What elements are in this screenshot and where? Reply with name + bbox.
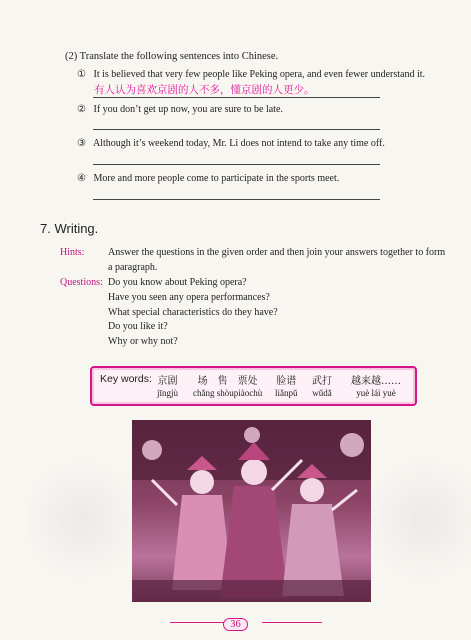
key-words-box (90, 366, 417, 406)
item-text: It is believed that very few people like Peking opera, and even fewer understand it. (93, 69, 426, 80)
translate-item-4 (77, 173, 339, 184)
item-text: Although it’s weekend today, Mr. Li does not intend to take any time off. (92, 138, 385, 149)
background-opera-mask (25, 455, 140, 585)
answer-line-1[interactable] (93, 97, 380, 98)
key-word-shoupiaochu (193, 372, 262, 398)
translate-heading: (2) Translate the following sentences into Chinese. (65, 51, 279, 62)
opera-performance-photo (132, 420, 371, 602)
hints-line-2: a paragraph. (108, 262, 158, 273)
key-word-pinyin: yuè lái yuè (356, 388, 396, 398)
key-word-hanzi: 脸谱 (276, 376, 297, 387)
hints-label: Hints: (60, 247, 85, 258)
writing-title: 7. Writing. (40, 221, 99, 236)
item-text: If you don’t get up now, you are sure to be late. (93, 104, 283, 115)
background-opera-mask (370, 450, 471, 590)
question-3: What special characteristics do they have? (108, 307, 278, 318)
key-word-pinyin: jīngjù (157, 388, 179, 398)
translate-item-3 (77, 138, 385, 149)
item-text: More and more people come to participate in the sports meet. (93, 173, 340, 184)
key-word-jingju (157, 372, 178, 398)
translate-item-2 (77, 104, 283, 115)
opera-performers-illustration (132, 420, 371, 602)
key-word-hanzi: 场 售 票处 (197, 376, 258, 387)
key-word-hanzi: 越来越…… (351, 376, 401, 387)
key-word-pinyin: wǔdǎ (312, 388, 332, 398)
question-1: Do you know about Peking opera? (108, 277, 247, 288)
question-5: Why or why not? (108, 336, 178, 347)
key-word-hanzi: 武打 (312, 376, 332, 387)
answer-line-2[interactable] (93, 129, 380, 130)
question-4: Do you like it? (108, 321, 168, 332)
key-words-label: Key words: (100, 373, 152, 385)
item-number: ④ (77, 173, 86, 184)
key-word-lianpu (275, 372, 298, 398)
key-word-hanzi: 京剧 (157, 376, 178, 387)
key-word-wuda (312, 372, 332, 398)
translate-item-1 (77, 69, 425, 80)
item-number: ① (77, 69, 86, 80)
key-word-pinyin: liǎnpǔ (275, 388, 298, 398)
hints-line-1: Answer the questions in the given order and then join your answers together to form (108, 247, 446, 258)
page-number-label: 36 (223, 618, 248, 631)
answer-line-4[interactable] (93, 199, 380, 200)
item-number: ③ (77, 138, 86, 149)
answer-line-3[interactable] (93, 164, 380, 165)
question-2: Have you seen any opera performances? (108, 292, 270, 303)
key-word-pinyin: chǎng shòupiàochù (193, 388, 263, 398)
page-number (0, 614, 471, 632)
questions-label: Questions: (60, 277, 103, 288)
item-number: ② (77, 104, 86, 115)
key-word-yuelaiyue (351, 372, 401, 398)
translate-answer-1: 有人认为喜欢京剧的人不多，懂京剧的人更少。 (94, 84, 315, 96)
performer-right (282, 464, 357, 596)
